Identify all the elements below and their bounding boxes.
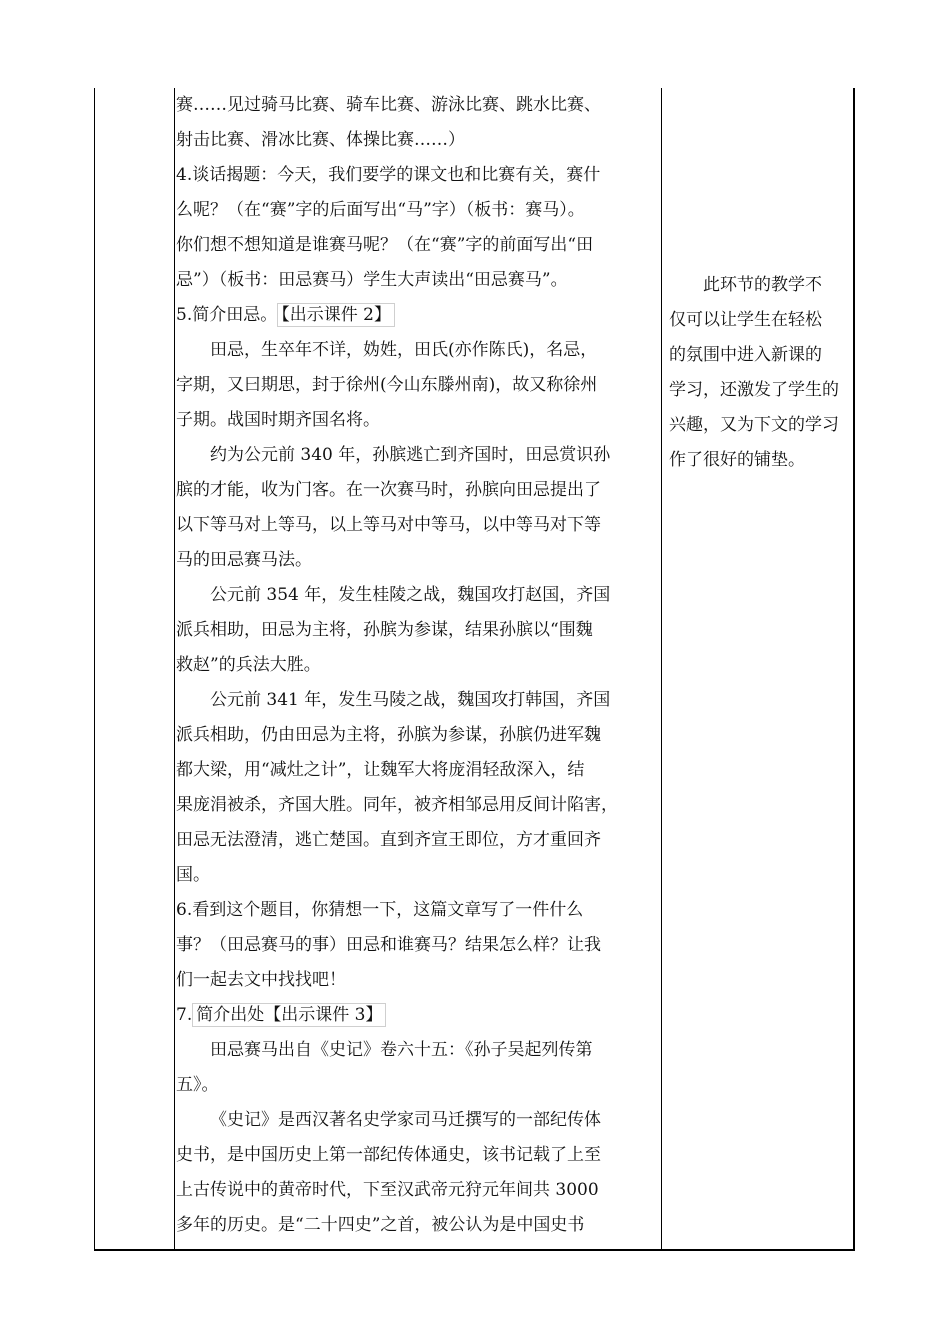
text-line: 田忌，生卒年不详，妫姓，田氏(亦作陈氏)，名忌， bbox=[210, 340, 598, 360]
text-line: 国。 bbox=[176, 865, 210, 885]
teaching-process-column bbox=[176, 88, 660, 1243]
text-line: 膑的才能，收为门客。在一次赛马时，孙膑向田忌提出了 bbox=[176, 480, 601, 500]
text-line: 五》。 bbox=[176, 1075, 219, 1095]
courseware-2-label: 【出示课件 2】 bbox=[277, 303, 395, 327]
table-right-border bbox=[853, 88, 855, 1251]
text-line: 事？（田忌赛马的事）田忌和谁赛马？结果怎么样？让我 bbox=[176, 935, 601, 955]
note-line: 的氛围中进入新课的 bbox=[669, 345, 822, 365]
text-line: 子期。战国时期齐国名将。 bbox=[176, 410, 380, 430]
text-line: 派兵相助，田忌为主将，孙膑为参谋，结果孙膑以“围魏 bbox=[176, 620, 593, 640]
design-intent-column bbox=[669, 268, 851, 478]
section-heading-tianji-intro bbox=[176, 298, 660, 333]
text-line: 田忌无法澄清，逃亡楚国。直到齐宣王即位，方才重回齐 bbox=[176, 830, 601, 850]
text-line: 约为公元前 340 年，孙膑逃亡到齐国时，田忌赏识孙 bbox=[210, 445, 611, 465]
text-line: 上古传说中的黄帝时代，下至汉武帝元狩元年间共 3000 bbox=[176, 1180, 599, 1200]
text-line: 以下等马对上等马，以上等马对中等马，以中等马对下等 bbox=[176, 515, 601, 535]
text-line: 派兵相助，仍由田忌为主将，孙膑为参谋，孙膑仍进军魏 bbox=[176, 725, 601, 745]
note-line: 兴趣，又为下文的学习 bbox=[669, 415, 839, 435]
text-line: 多年的历史。是“二十四史”之首，被公认为是中国史书 bbox=[176, 1215, 585, 1235]
text-line: 们一起去文中找找吧！ bbox=[176, 970, 346, 990]
text-line: 果庞涓被杀，齐国大胜。同年，被齐相邹忌用反间计陷害， bbox=[176, 795, 618, 815]
text-line: 6.看到这个题目，你猜想一下，这篇文章写了一件什么 bbox=[176, 900, 584, 920]
text-line: 田忌赛马出自《史记》卷六十五：《孙子吴起列传第 bbox=[210, 1040, 593, 1060]
heading-text: 7. bbox=[176, 1005, 193, 1025]
text-line: 你们想不想知道是谁赛马呢？（在“赛”字的前面写出“田 bbox=[176, 235, 594, 255]
column-divider-2 bbox=[661, 88, 662, 1251]
text-line: 都大梁，用“减灶之计”，让魏军大将庞涓轻敌深入，结 bbox=[176, 760, 585, 780]
text-line: 马的田忌赛马法。 bbox=[176, 550, 312, 570]
note-line: 此环节的教学不 bbox=[703, 275, 822, 295]
text-line: 公元前 354 年，发生桂陵之战，魏国攻打赵国，齐国 bbox=[210, 585, 611, 605]
heading-text: 5.简介田忌。 bbox=[176, 305, 278, 325]
text-line: 4.谈话揭题：今天，我们要学的课文也和比赛有关，赛什 bbox=[176, 165, 601, 185]
text-line: 公元前 341 年，发生马陵之战，魏国攻打韩国，齐国 bbox=[210, 690, 611, 710]
lesson-plan-table bbox=[94, 88, 855, 1251]
courseware-3-label: 简介出处【出示课件 3】 bbox=[192, 1003, 386, 1027]
text-line: 救赵”的兵法大胜。 bbox=[176, 655, 321, 675]
note-line: 作了很好的铺垫。 bbox=[669, 450, 805, 470]
note-line: 仅可以让学生在轻松 bbox=[669, 310, 822, 330]
column-divider-1 bbox=[174, 88, 175, 1251]
text-line: 么呢？（在“赛”字的后面写出“马”字）（板书：赛马）。 bbox=[176, 200, 585, 220]
text-line: 射击比赛、滑冰比赛、体操比赛……） bbox=[176, 130, 465, 150]
text-line: 史书，是中国历史上第一部纪传体通史，该书记载了上至 bbox=[176, 1145, 601, 1165]
text-line: 字期，又曰期思，封于徐州(今山东滕州南)，故又称徐州 bbox=[176, 375, 598, 395]
table-bottom-border bbox=[94, 1249, 855, 1251]
text-line: 忌”）（板书：田忌赛马）学生大声读出“田忌赛马”。 bbox=[176, 270, 568, 290]
text-line: 赛……见过骑马比赛、骑车比赛、游泳比赛、跳水比赛、 bbox=[176, 95, 601, 115]
note-line: 学习，还激发了学生的 bbox=[669, 380, 839, 400]
text-line: 《史记》是西汉著名史学家司马迁撰写的一部纪传体 bbox=[210, 1110, 601, 1130]
section-heading-source-intro bbox=[176, 998, 660, 1033]
table-left-border bbox=[94, 88, 95, 1251]
